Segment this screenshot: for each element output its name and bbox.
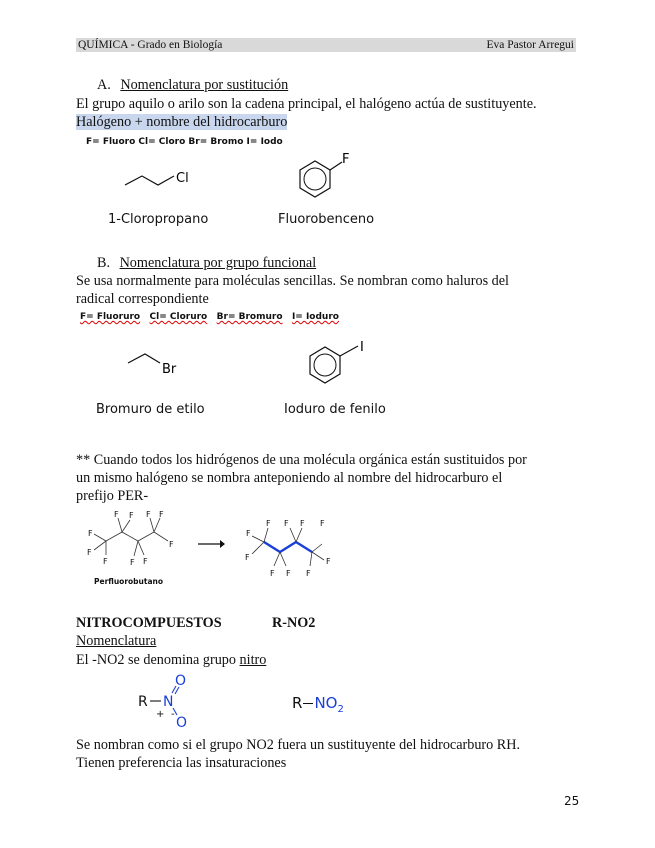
section-a-line2: Halógeno + nombre del hidrocarburo — [76, 114, 288, 130]
reaction-arrow-icon — [196, 538, 226, 550]
mol-1-chloropropane-label: 1-Cloropropano — [108, 212, 209, 227]
header-course: QUÍMICA - Grado en Biología — [78, 39, 223, 51]
formula-r: R — [292, 694, 303, 712]
mol-ethyl-bromide-label: Bromuro de etilo — [96, 402, 205, 417]
nitro-line3: Tienen preferencia las insaturaciones — [76, 755, 287, 771]
header-author: Eva Pastor Arregui — [486, 39, 574, 51]
halogen-fluoruro: F= Fluoruro — [80, 312, 141, 322]
per-line1: ** Cuando todos los hidrógenos de una molécula orgánica están sustituidos por — [76, 452, 527, 468]
pfb-blue-f-atom: F — [270, 569, 275, 578]
nitro-line1 — [76, 651, 266, 669]
section-b-halogens — [80, 312, 339, 322]
section-a-halogens: F= Fluoro Cl= Cloro Br= Bromo I= Iodo — [86, 137, 283, 147]
nitro-plus-charge: + — [156, 709, 165, 720]
pfb-f-atom: F — [87, 548, 92, 557]
pfb-f-atom: F — [130, 558, 135, 567]
pfb-blue-f-atom: F — [300, 519, 305, 528]
pfb-f-atom: F — [114, 510, 119, 519]
pfb-f-atom: F — [88, 529, 93, 538]
section-b-title: Nomenclatura por grupo funcional — [119, 255, 317, 271]
pfb-f-atom: F — [129, 511, 134, 520]
pfb-blue-f-atom: F — [306, 569, 311, 578]
nitro-r-atom: R — [138, 694, 148, 710]
nitro-formula: R-NO2 — [272, 615, 316, 631]
perfluorobutane-structure — [84, 508, 194, 578]
pfb-f-atom: F — [143, 557, 148, 566]
nitro-subheading: Nomenclatura — [76, 633, 157, 649]
formula-no: NO — [314, 694, 338, 712]
iodobenzene-structure — [300, 334, 380, 396]
pfb-blue-f-atom: F — [320, 519, 325, 528]
page-header — [76, 38, 576, 52]
mol-phenyl-iodide-label: Ioduro de fenilo — [284, 402, 386, 417]
section-a-letter: A. — [97, 77, 111, 93]
nitro-link-word: nitro — [239, 652, 267, 668]
pfb-f-atom: F — [103, 557, 108, 566]
chloropropane-structure — [120, 160, 200, 200]
per-line3: prefijo PER- — [76, 488, 149, 504]
pfb-blue-f-atom: F — [246, 529, 251, 538]
section-a-title: Nomenclatura por sustitución — [120, 77, 289, 93]
pfb-blue-f-atom: F — [245, 553, 250, 562]
pfb-blue-f-atom: F — [326, 557, 331, 566]
halogen-ioduro: I= Ioduro — [291, 312, 339, 322]
page-number: 25 — [564, 794, 580, 808]
section-b-letter: B. — [97, 255, 111, 271]
halogen-cloruro: Cl= Cloruro — [149, 312, 208, 322]
halogen-bromuro: Br= Bromuro — [216, 312, 283, 322]
section-b-line2: radical correspondiente — [76, 291, 209, 307]
mol-fluorobenzene-label: Fluorobenceno — [278, 212, 375, 227]
section-a-line1: El grupo aquilo o arilo son la cadena principal, el halógeno actúa de sustituyente. — [76, 96, 537, 112]
nitro-heading: NITROCOMPUESTOS — [76, 615, 222, 631]
nitro-minus-charge: - — [171, 709, 175, 720]
ethyl-bromide-br-atom: Br — [162, 362, 177, 377]
nitro-o-atom: O — [176, 715, 188, 730]
ethyl-bromide-structure — [120, 346, 190, 386]
nitro-group-structure — [134, 672, 204, 730]
pfb-f-atom: F — [146, 510, 151, 519]
formula-subscript: 2 — [337, 704, 344, 715]
nitro-line2: Se nombran como si el grupo NO2 fuera un sustituyente del hidrocarburo RH. — [76, 737, 521, 753]
chloropropane-cl-atom: Cl — [176, 171, 189, 186]
iodobenzene-i-atom: I — [360, 340, 364, 355]
pfb-blue-f-atom: F — [266, 519, 271, 528]
pfb-f-atom: F — [169, 540, 174, 549]
nitro-condensed-formula — [292, 694, 344, 715]
nitro-n-atom: N — [163, 694, 174, 710]
section-b-heading — [97, 254, 316, 272]
per-line2: un mismo halógeno se nombra anteponiendo al nombre del hidrocarburo el — [76, 470, 503, 486]
section-b-line1: Se usa normalmente para moléculas sencillas. Se nombran como haluros del — [76, 273, 509, 289]
fluorobenzene-structure — [290, 148, 370, 208]
section-a-heading — [97, 76, 288, 94]
nitro-line1-prefix: El -NO2 se denomina grupo — [76, 652, 240, 668]
fluorobenzene-f-atom: F — [342, 152, 350, 167]
pfb-f-atom: F — [159, 510, 164, 519]
perfluorobutane-caption: Perfluorobutano — [94, 577, 164, 586]
perfluorobutane-blue-structure — [240, 514, 340, 584]
pfb-blue-f-atom: F — [284, 519, 289, 528]
pfb-blue-f-atom: F — [286, 569, 291, 578]
nitro-o-atom: O — [175, 673, 187, 689]
